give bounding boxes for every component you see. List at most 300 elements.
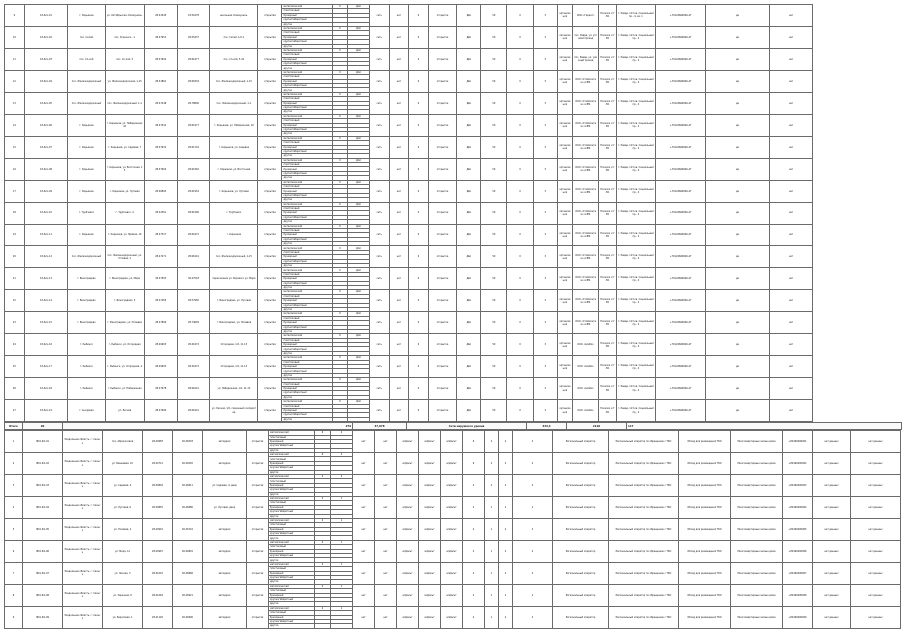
cell-y: 3 bbox=[533, 180, 557, 202]
cell-addr2: г. Ревда, 113 кв. Социальный пр., 4 bbox=[616, 356, 655, 378]
container-type-label: металлический bbox=[282, 48, 332, 52]
cell-c1: 28.47990 bbox=[144, 400, 177, 422]
cell-addr2: Многоквартирные жилые дома bbox=[731, 475, 783, 497]
cell-n: 22 bbox=[5, 290, 25, 312]
cell-n: 25 bbox=[5, 356, 25, 378]
cell-id: ЭКО-Фл-08 bbox=[23, 584, 63, 606]
container-type-label: крупногабаритный bbox=[282, 369, 332, 373]
cell-addr2: г. Ревда, 113 кв. Социальный пр., 4 bbox=[616, 202, 655, 224]
container-type-label: пластиковый bbox=[282, 9, 332, 13]
cell-f: 4 bbox=[463, 518, 485, 540]
container-type-label: крупногабаритный bbox=[269, 597, 315, 601]
cell-kind: открытая bbox=[258, 92, 282, 114]
cell-address: г. Рыбинск, ул. Огородная bbox=[105, 334, 144, 356]
cell-c2: 36.47503 bbox=[177, 268, 210, 290]
cell-y: 3 bbox=[533, 312, 557, 334]
cell-h: 2 bbox=[499, 562, 513, 584]
container-type-label: металлический bbox=[269, 475, 315, 479]
cell-yes: да bbox=[706, 378, 769, 400]
cell-y: 3 bbox=[533, 224, 557, 246]
container-type-label: металлический bbox=[269, 453, 315, 457]
container-type-label: пластиковый bbox=[282, 250, 332, 254]
cell-no: нет данных bbox=[851, 431, 901, 453]
cell-own: ООО «Стоймонтаж» в ВМ. bbox=[573, 290, 599, 312]
cell-place: г. Кирьянов, ул. Набережная, 10 bbox=[210, 114, 258, 136]
cell-c: асфальт bbox=[397, 540, 419, 562]
cell-phone: +80160000006 bbox=[783, 540, 813, 562]
container-type-label: пластиковый bbox=[282, 163, 332, 167]
cell-c2: 40.46990 bbox=[173, 606, 203, 628]
cell-g: 1 bbox=[485, 496, 499, 518]
cell-kind: открытая bbox=[258, 356, 282, 378]
cell-perm: Поселок и ГЭО bbox=[599, 114, 616, 136]
cell-yes: да bbox=[706, 136, 769, 158]
cell-addr2: Многоквартирные жилые дома bbox=[731, 606, 783, 628]
cell-n: 23 bbox=[5, 312, 25, 334]
cell-perm: Поселок и ГЭО bbox=[599, 378, 616, 400]
cell-kind: открытая bbox=[247, 496, 269, 518]
container-volume: ДШ bbox=[348, 378, 370, 382]
table-row bbox=[5, 562, 901, 566]
cell-d: асфальт bbox=[419, 475, 441, 497]
table-row bbox=[5, 475, 901, 479]
cell-c1: 28.41064 bbox=[143, 584, 173, 606]
cell-own: ООО «Алиби» bbox=[573, 334, 599, 356]
container-type-label: пластиковый bbox=[282, 119, 332, 123]
cell-c1: 28.43445 bbox=[144, 5, 177, 27]
cell-c1: 28.47265 bbox=[144, 290, 177, 312]
cell-c2: 28.55437 bbox=[177, 26, 210, 48]
cell-kind: открытая bbox=[258, 290, 282, 312]
cell-addr2: Многоквартирные жилые дома bbox=[731, 453, 783, 475]
container-type-label: пластиковый bbox=[282, 206, 332, 210]
container-volume: ДШ bbox=[348, 268, 370, 272]
container-type-label: другое bbox=[282, 154, 332, 158]
cell-pipe: ДШ bbox=[457, 378, 481, 400]
container-type-label: бункерный bbox=[269, 527, 315, 531]
container-type-label: бункерный bbox=[282, 13, 332, 17]
cell-no: нет bbox=[769, 92, 813, 114]
cell-settlement: г. Трубчевск bbox=[68, 202, 105, 224]
cell-resp: Региональный оператор bbox=[553, 584, 609, 606]
cell-own: ООО «Стоймонтаж» в ВМ. bbox=[573, 136, 599, 158]
cell-settlement: г. Кирьянов bbox=[68, 5, 105, 27]
cell-settlement: г. Кирьянов bbox=[68, 158, 105, 180]
cell-resp: организация bbox=[557, 92, 572, 114]
container-type-label: бункерный bbox=[269, 593, 315, 597]
container-type-label: другое bbox=[282, 110, 332, 114]
container-count: 0 bbox=[332, 114, 347, 118]
cell-yes: да bbox=[706, 158, 769, 180]
container-count: 0 bbox=[332, 48, 347, 52]
container-count: 4 bbox=[315, 606, 331, 610]
cell-c1: 28.41120 bbox=[143, 606, 173, 628]
cell-perm: Поселок и ГЭО bbox=[599, 268, 616, 290]
container-volume: 1 bbox=[331, 606, 353, 610]
cell-address: ул. Лесная, 3 bbox=[103, 562, 143, 584]
summary-count: 20 bbox=[23, 423, 63, 430]
cell-own: ООО «Гарант» bbox=[573, 5, 599, 27]
cell-c: асфальт bbox=[397, 606, 419, 628]
cell-place: ул. Набережная, 1/2, 11-13 bbox=[210, 378, 258, 400]
cell-n: 1 bbox=[5, 431, 23, 453]
cell-y: 3 bbox=[533, 70, 557, 92]
container-type-label: крупногабаритный bbox=[282, 149, 332, 153]
container-type-label: крупногабаритный bbox=[282, 193, 332, 197]
cell-c2: 40.46742 bbox=[173, 518, 203, 540]
cell-y: 3 bbox=[533, 202, 557, 224]
cell-h: 2 bbox=[499, 496, 513, 518]
cell-d: асфальт bbox=[419, 453, 441, 475]
container-type-label: другое bbox=[269, 514, 315, 518]
cell-cat: нет bbox=[389, 180, 409, 202]
summary-total-4: 2110 bbox=[567, 423, 627, 430]
cell-addr2: г. Ревда, 113 кв. Социальный пр., 4 bbox=[616, 26, 655, 48]
cell-h: 2 bbox=[499, 584, 513, 606]
cell-phone: +70124660046-47 bbox=[656, 378, 706, 400]
cell-phone: +70124660046-47 bbox=[656, 5, 706, 27]
cell-len: 50 bbox=[481, 136, 507, 158]
cell-addr2: Многоквартирные жилые дома bbox=[731, 540, 783, 562]
cell-phone: +80160000005 bbox=[783, 518, 813, 540]
cell-a: нет bbox=[353, 606, 375, 628]
cell-no: нет bbox=[769, 378, 813, 400]
cell-yes: да bbox=[706, 114, 769, 136]
cell-c2: 40.46801 bbox=[173, 540, 203, 562]
cell-settlement: пос. Железнодорожный bbox=[68, 246, 105, 268]
cell-phone: +70124660046-47 bbox=[656, 136, 706, 158]
container-count: 0 bbox=[332, 5, 347, 9]
container-type-label: крупногабаритный bbox=[282, 84, 332, 88]
cell-pipe: ДШ bbox=[457, 290, 481, 312]
cell-own: Региональный оператор по обращению с ТКО bbox=[609, 496, 679, 518]
cell-address: г. Виноградово, 5 bbox=[105, 290, 144, 312]
cell-yes: нет данных bbox=[813, 562, 851, 584]
cell-x: 0 bbox=[507, 48, 533, 70]
cell-x: 0 bbox=[507, 26, 533, 48]
cell-len: 50 bbox=[481, 400, 507, 422]
cell-prop: сеть bbox=[369, 158, 389, 180]
cell-own: ООО «Стоймонтаж» в ВМ. bbox=[573, 202, 599, 224]
cell-no: нет bbox=[769, 356, 813, 378]
cell-settlement: г. Ансардия bbox=[68, 400, 105, 422]
cell-perm: Обход для размещения ТКО bbox=[679, 540, 731, 562]
cell-pipe: ДШ bbox=[457, 70, 481, 92]
container-type-label: металлический bbox=[282, 378, 332, 382]
cell-perm: Поселок и ГЭО bbox=[599, 92, 616, 114]
cell-place: г. Трубчевск bbox=[210, 202, 258, 224]
cell-cat: нет bbox=[389, 92, 409, 114]
container-type-label: другое bbox=[282, 88, 332, 92]
cell-len: 50 bbox=[481, 114, 507, 136]
cell-n: 8 bbox=[5, 584, 23, 606]
table-row bbox=[5, 158, 901, 162]
cell-resp: Региональный оператор bbox=[553, 431, 609, 453]
container-type-label: другое bbox=[282, 132, 332, 136]
cell-pipe: ДШ bbox=[457, 5, 481, 27]
container-volume: ДШ bbox=[348, 312, 370, 316]
cell-c2: 28.61977 bbox=[177, 48, 210, 70]
cell-resp: организация bbox=[557, 48, 572, 70]
container-type-label: бункерный bbox=[282, 101, 332, 105]
cell-resp: организация bbox=[557, 224, 572, 246]
cell-g: 2 bbox=[485, 431, 499, 453]
cell-mat: открытое bbox=[428, 92, 456, 114]
cell-no: нет данных bbox=[851, 540, 901, 562]
cell-yes: нет данных bbox=[813, 518, 851, 540]
cell-cnt: 0 bbox=[409, 356, 429, 378]
cell-d: асфальт bbox=[419, 518, 441, 540]
cell-own: ООО «Алиби» bbox=[573, 400, 599, 422]
cell-phone: +70124660046-47 bbox=[656, 246, 706, 268]
container-type-label: другое bbox=[269, 536, 315, 540]
cell-prop: сеть bbox=[369, 136, 389, 158]
container-count: 0 bbox=[332, 268, 347, 272]
cell-x: 0 bbox=[507, 158, 533, 180]
cell-own: Региональный оператор по обращению с ТКО bbox=[609, 518, 679, 540]
cell-no: нет bbox=[769, 48, 813, 70]
cell-id: ЭКО-Фл-06 bbox=[23, 540, 63, 562]
container-type-label: металлический bbox=[282, 180, 332, 184]
cell-resp: организация bbox=[557, 180, 572, 202]
container-type-label: крупногабаритный bbox=[282, 325, 332, 329]
cell-kind: открытая bbox=[258, 246, 282, 268]
container-count: 4 bbox=[315, 518, 331, 522]
cell-phone: +70124660046-47 bbox=[656, 70, 706, 92]
cell-f: 4 bbox=[463, 475, 485, 497]
cell-perm: Поселок и ГЭО bbox=[599, 48, 616, 70]
container-volume: 2 bbox=[331, 431, 353, 435]
cell-no: нет bbox=[769, 246, 813, 268]
cell-yes: да bbox=[706, 334, 769, 356]
container-count: 4 bbox=[315, 475, 331, 479]
cell-d: асфальт bbox=[419, 431, 441, 453]
container-type-label: пластиковый bbox=[282, 338, 332, 342]
cell-len: 50 bbox=[481, 92, 507, 114]
cell-addr2: г. Ревда, 113 кв. Социальный пр., 4 bbox=[616, 312, 655, 334]
container-type-label: другое bbox=[282, 395, 332, 399]
table-row bbox=[5, 70, 901, 74]
cell-settlement: г. Виноградово bbox=[68, 290, 105, 312]
container-count bbox=[315, 624, 331, 628]
cell-own: ООО «Стоймонтаж» в ВМ. bbox=[573, 92, 599, 114]
cell-kind: открытая bbox=[258, 400, 282, 422]
cell-place: Огородная, 1/2, 11-13 bbox=[210, 356, 258, 378]
cell-settlement: пос. Железнодорожный bbox=[68, 92, 105, 114]
cell-y: 3 bbox=[533, 92, 557, 114]
table-row bbox=[5, 180, 901, 184]
cell-cat: нет bbox=[389, 356, 409, 378]
cell-mat: открытое bbox=[428, 378, 456, 400]
container-type-label: пластиковый bbox=[269, 589, 315, 593]
cell-n: 27 bbox=[5, 400, 25, 422]
container-type-label: металлический bbox=[282, 334, 332, 338]
cell-cnt: 0 bbox=[409, 202, 429, 224]
cell-n: 13 bbox=[5, 92, 25, 114]
cell-id: 43-Клч-05 bbox=[24, 92, 68, 114]
cell-len: 50 bbox=[481, 202, 507, 224]
cell-i: 2 bbox=[513, 562, 553, 584]
container-count: 0 bbox=[332, 400, 347, 404]
container-type-label: другое bbox=[269, 602, 315, 606]
cell-place: Огородная, 1/2, 11-13 bbox=[210, 334, 258, 356]
cell-n: 26 bbox=[5, 378, 25, 400]
container-type-label: крупногабаритный bbox=[269, 488, 315, 492]
cell-address: г. Виноградово, ул. Полевая bbox=[105, 312, 144, 334]
cell-cnt: 0 bbox=[409, 400, 429, 422]
cell-own: Региональный оператор по обращению с ТКО bbox=[609, 453, 679, 475]
container-type-label: другое bbox=[269, 448, 315, 452]
container-type-label: пластиковый bbox=[282, 75, 332, 79]
cell-own: Региональный оператор по обращению с ТКО bbox=[609, 584, 679, 606]
container-count: 0 bbox=[332, 356, 347, 360]
cell-addr2: г. Ревда, 113 кв. Социальный пр., 4 bbox=[616, 290, 655, 312]
cell-id: 43-Клч-17 bbox=[24, 356, 68, 378]
cell-c: асфальт bbox=[397, 431, 419, 453]
container-type-label: пластиковый bbox=[269, 435, 315, 439]
summary-label: Итого bbox=[5, 423, 23, 430]
cell-h: 2 bbox=[499, 431, 513, 453]
cell-n: 15 bbox=[5, 136, 25, 158]
cell-own: ООО «Стоймонтаж» в ВМ. bbox=[573, 224, 599, 246]
cell-pipe: ДШ bbox=[457, 92, 481, 114]
container-type-label: пластиковый bbox=[269, 523, 315, 527]
cell-cat: нет bbox=[389, 136, 409, 158]
container-type-label: крупногабаритный bbox=[269, 466, 315, 470]
cell-place: автодром bbox=[203, 606, 247, 628]
cell-n: 21 bbox=[5, 268, 25, 290]
cell-n: 14 bbox=[5, 114, 25, 136]
cell-pipe: ДШ bbox=[457, 180, 481, 202]
cell-x: 0 bbox=[507, 312, 533, 334]
cell-g: 2 bbox=[485, 453, 499, 475]
container-type-label: другое bbox=[282, 264, 332, 268]
container-type-label: бункерный bbox=[282, 299, 332, 303]
container-type-label: металлический bbox=[282, 312, 332, 316]
cell-yes: да bbox=[706, 224, 769, 246]
container-count: 0 bbox=[332, 70, 347, 74]
cell-own: пос. Ревда, ул. угловой проезд bbox=[573, 26, 599, 48]
cell-yes: да bbox=[706, 48, 769, 70]
cell-perm: Поселок и ГЭО bbox=[599, 26, 616, 48]
cell-n: 2 bbox=[5, 453, 23, 475]
cell-a: нет bbox=[353, 518, 375, 540]
cell-id: 43-Клч-15 bbox=[24, 312, 68, 334]
cell-len: 50 bbox=[481, 246, 507, 268]
cell-phone: +80160000008 bbox=[783, 584, 813, 606]
cell-n: 9 bbox=[5, 606, 23, 628]
cell-settlement: пос. Сп-кой bbox=[68, 48, 105, 70]
cell-c1: 28.41861 bbox=[144, 70, 177, 92]
cell-address: ул. Железнодорожная, 1-15 bbox=[105, 70, 144, 92]
cell-prop: сеть bbox=[369, 334, 389, 356]
container-type-label: металлический bbox=[282, 246, 332, 250]
summary-total-5: 117 bbox=[627, 423, 902, 430]
cell-c2: 28.61641 bbox=[177, 400, 210, 422]
cell-prop: сеть bbox=[369, 48, 389, 70]
cell-no: нет данных bbox=[851, 562, 901, 584]
container-volume: ДШ bbox=[348, 334, 370, 338]
cell-x: 0 bbox=[507, 334, 533, 356]
container-count: 6 bbox=[315, 453, 331, 457]
cell-c2: 28.41672 bbox=[177, 334, 210, 356]
cell-region: Раздольная область, г. Сальск bbox=[63, 431, 103, 453]
cell-x: 0 bbox=[507, 224, 533, 246]
container-type-label: крупногабаритный bbox=[282, 40, 332, 44]
cell-no: нет bbox=[769, 26, 813, 48]
container-type-label: другое bbox=[269, 558, 315, 562]
cell-perm: Обход для размещения ТКО bbox=[679, 496, 731, 518]
cell-yes: нет данных bbox=[813, 606, 851, 628]
cell-phone: +80160000002 bbox=[783, 453, 813, 475]
container-type-label: бункерный bbox=[282, 277, 332, 281]
cell-mat: открытое bbox=[428, 334, 456, 356]
container-volume: ДШ bbox=[348, 290, 370, 294]
cell-perm: Обход для размещения ТКО bbox=[679, 606, 731, 628]
cell-no: нет данных bbox=[851, 606, 901, 628]
cell-pipe: ДШ bbox=[457, 356, 481, 378]
cell-y: 3 bbox=[533, 26, 557, 48]
cell-address: г. Рыбинск, ул. Огородная, 4 bbox=[105, 356, 144, 378]
cell-id: 43-Клч-03 bbox=[24, 48, 68, 70]
container-type-label: бункерный bbox=[282, 255, 332, 259]
cell-mat: открытое bbox=[428, 136, 456, 158]
cell-yes: да bbox=[706, 26, 769, 48]
cell-own: Региональный оператор по обращению с ТКО bbox=[609, 475, 679, 497]
cell-phone: +70124660046-47 bbox=[656, 158, 706, 180]
cell-phone: +70124660046-47 bbox=[656, 356, 706, 378]
cell-yes: нет данных bbox=[813, 431, 851, 453]
cell-perm: Поселок и ГЭО bbox=[599, 224, 616, 246]
cell-i: 2 bbox=[513, 453, 553, 475]
cell-mat: открытое bbox=[428, 5, 456, 27]
cell-len: 50 bbox=[481, 356, 507, 378]
cell-address: ул. Вишнёвая, 10 bbox=[103, 453, 143, 475]
cell-addr2: Многоквартирные жилые дома bbox=[731, 562, 783, 584]
cell-place: ул. Луговая, двор bbox=[203, 496, 247, 518]
container-count: 0 bbox=[332, 378, 347, 382]
cell-x: 0 bbox=[507, 290, 533, 312]
cell-place: г. Кирьянов, ул. Садовая bbox=[210, 136, 258, 158]
cell-mat: открытое bbox=[428, 312, 456, 334]
cell-n: 16 bbox=[5, 158, 25, 180]
cell-b: нет bbox=[375, 453, 397, 475]
table-row bbox=[5, 378, 901, 382]
cell-kind: открытая bbox=[258, 334, 282, 356]
cell-yes: да bbox=[706, 400, 769, 422]
cell-address: пос. Абрикосовая bbox=[103, 431, 143, 453]
container-count: 0 bbox=[332, 92, 347, 96]
cell-settlement: г. Кирьянов bbox=[68, 224, 105, 246]
cell-h: 2 bbox=[499, 606, 513, 628]
table-row bbox=[5, 224, 901, 228]
cell-pipe: ДШ bbox=[457, 246, 481, 268]
container-count: 4 bbox=[315, 562, 331, 566]
cell-c2: 40.46611 bbox=[173, 475, 203, 497]
container-count: 0 bbox=[332, 334, 347, 338]
cell-prop: сеть bbox=[369, 246, 389, 268]
container-type-label: металлический bbox=[282, 268, 332, 272]
cell-region: Раздольная область, г. Сальск bbox=[63, 606, 103, 628]
cell-c2: 28.41672 bbox=[177, 356, 210, 378]
container-volume bbox=[331, 624, 353, 628]
container-type-label: металлический bbox=[282, 224, 332, 228]
cell-yes: нет данных bbox=[813, 453, 851, 475]
table-row bbox=[5, 518, 901, 522]
container-volume: ДШ bbox=[348, 246, 370, 250]
cell-len: 50 bbox=[481, 26, 507, 48]
cell-f: 4 bbox=[463, 584, 485, 606]
